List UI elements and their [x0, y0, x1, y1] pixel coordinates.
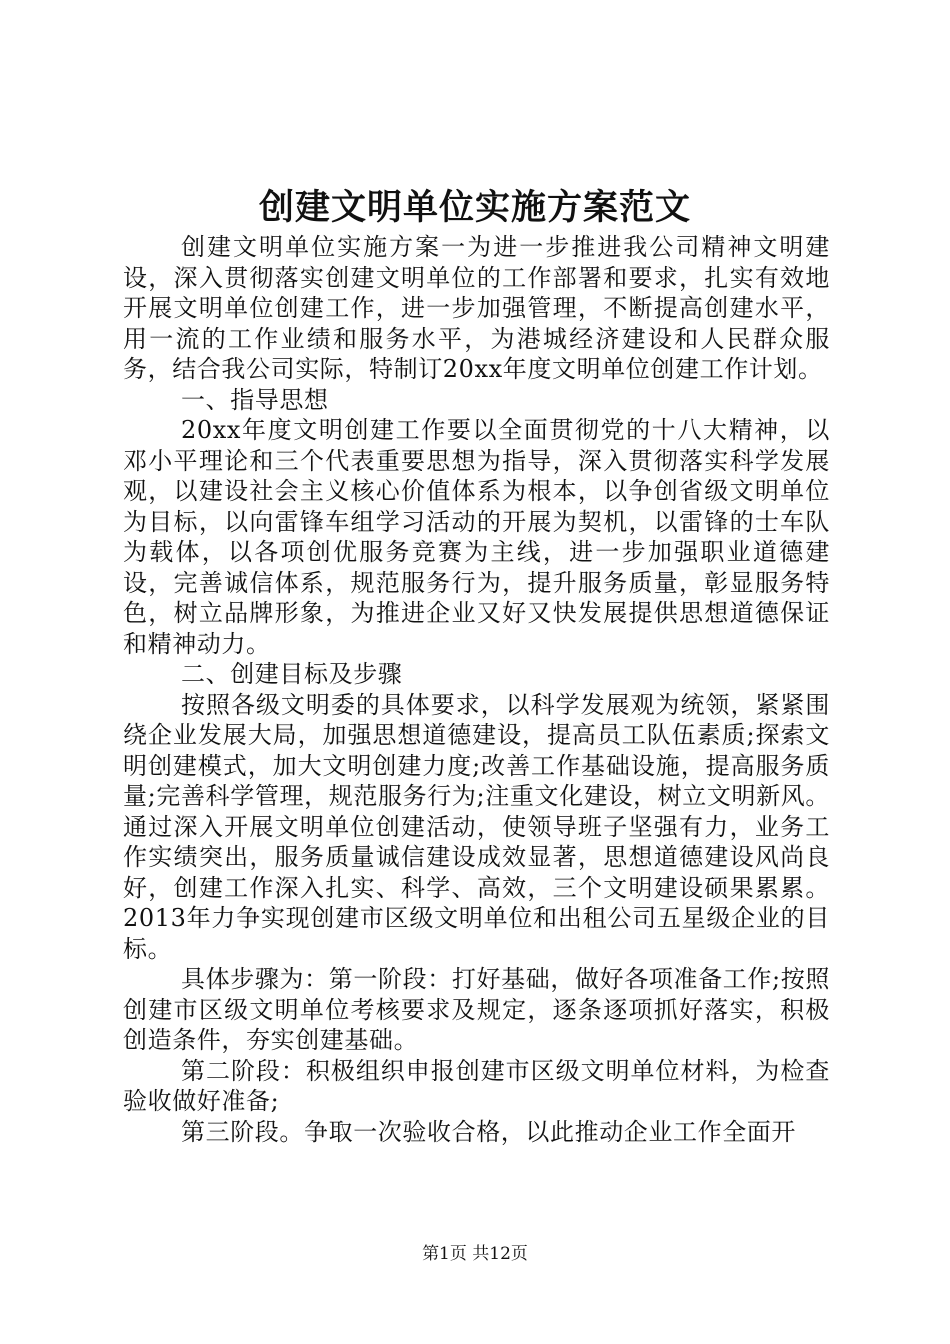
paragraph-guiding-ideology: 20xx年度文明创建工作要以全面贯彻党的十八大精神，以邓小平理论和三个代表重要思想为指导，深入贯彻落实科学发展观，以建设社会主义核心价值体系为根本，以争创省级文明单位为目标，以向雷锋车组学习活动的开展为契机，以雷锋的士车队为载体，以各项创优服务竞赛为主线，进一步加强职业道德建设，完善诚信体系，规范服务行为，提升服务质量，彰显服务特色，树立品牌形象，为推进企业又好又快发展提供思想道德保证和精神动力。 — [123, 416, 830, 658]
paragraph-step-two: 第二阶段：积极组织申报创建市区级文明单位材料，为检查验收做好准备; — [123, 1056, 830, 1115]
section-heading-goals-and-steps: 二、创建目标及步骤 — [181, 660, 403, 688]
document-body — [123, 232, 830, 1147]
section-heading-guiding-ideology: 一、指导思想 — [181, 385, 329, 414]
paragraph-step-three: 第三阶段。争取一次验收合格，以此推动企业工作全面开 — [181, 1117, 796, 1146]
document-title: 创建文明单位实施方案范文 — [258, 187, 691, 228]
paragraph-step-one: 具体步骤为：第一阶段：打好基础，做好各项准备工作;按照创建市区级文明单位考核要求及规定，逐条逐项抓好落实，积极创造条件，夯实创建基础。 — [123, 965, 830, 1054]
paragraph-goals: 按照各级文明委的具体要求，以科学发展观为统领，紧紧围绕企业发展大局，加强思想道德建设，提高员工队伍素质;探索文明创建模式，加大文明创建力度;改善工作基础设施，提高服务质量;完善科学管理，规范服务行为;注重文化建设，树立文明新风。通过深入开展文明单位创建活动，使领导班子坚强有力，业务工作实绩突出，服务质量诚信建设成效显著，思想道德建设风尚良好，创建工作深入扎实、科学、高效，三个文明建设硕果累累。2013年力争实现创建市区级文明单位和出租公司五星级企业的目标。 — [123, 690, 830, 963]
paragraph-intro: 创建文明单位实施方案一为进一步推进我公司精神文明建设，深入贯彻落实创建文明单位的工作部署和要求，扎实有效地开展文明单位创建工作，进一步加强管理，不断提高创建水平，用一流的工作业绩和服务水平，为港城经济建设和人民群众服务，结合我公司实际，特制订20xx年度文明单位创建工作计划。 — [123, 233, 830, 383]
page-number-footer: 第1页 共12页 — [422, 1244, 528, 1264]
